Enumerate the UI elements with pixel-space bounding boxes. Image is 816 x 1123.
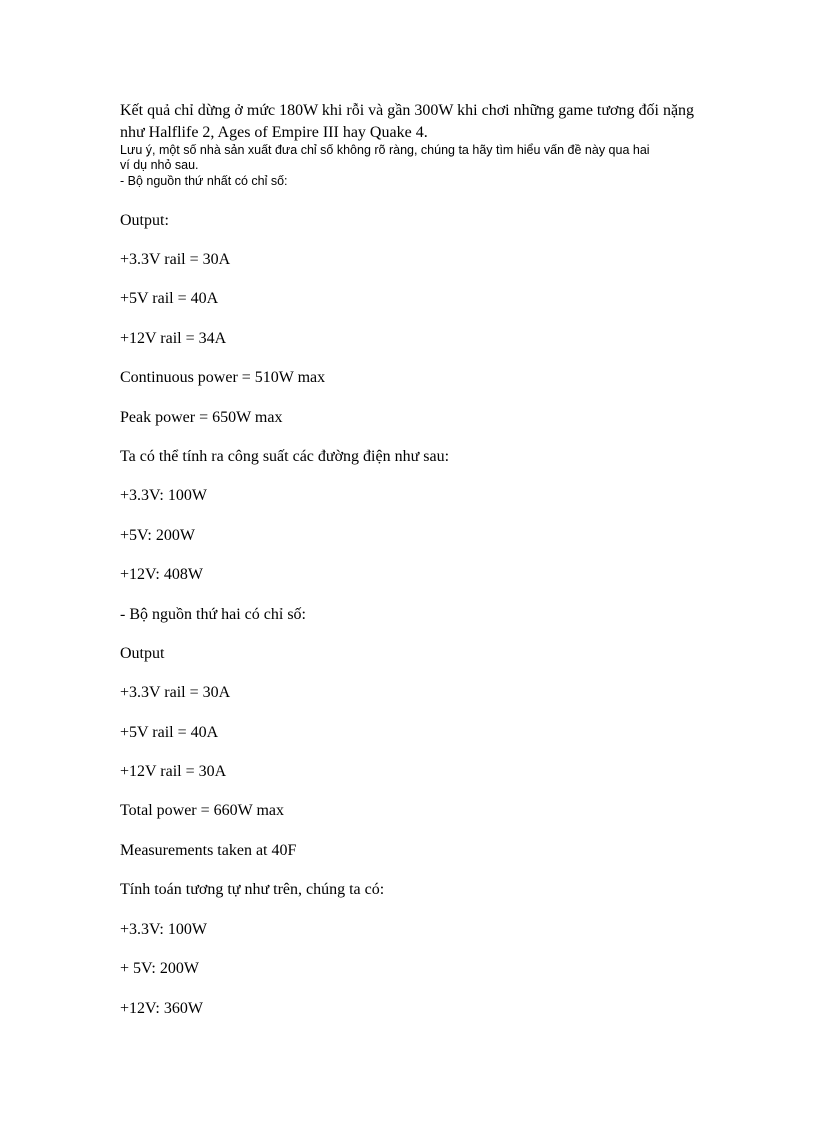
- psu2-rail-3-3v: +3.3V rail = 30A: [120, 684, 231, 701]
- psu1-continuous-power: Continuous power = 510W max: [120, 369, 326, 386]
- psu1-calc-12v: +12V: 408W: [120, 566, 203, 583]
- psu1-calc-intro: Ta có thể tính ra công suất các đường điện như sau:: [120, 448, 450, 465]
- psu2-output-label: Output: [120, 645, 165, 662]
- psu1-rail-5v: +5V rail = 40A: [120, 290, 219, 307]
- psu1-calc-5v: +5V: 200W: [120, 527, 195, 544]
- psu2-measurement-note: Measurements taken at 40F: [120, 842, 297, 859]
- psu1-rail-3-3v: +3.3V rail = 30A: [120, 251, 231, 268]
- psu1-rail-12v: +12V rail = 34A: [120, 330, 227, 347]
- psu2-rail-12v: +12V rail = 30A: [120, 763, 227, 780]
- intro-line-2: như Halflife 2, Ages of Empire III hay Quake 4.: [120, 124, 428, 141]
- psu1-heading: - Bộ nguồn thứ nhất có chỉ số:: [120, 174, 288, 188]
- psu2-calc-3-3v: +3.3V: 100W: [120, 921, 207, 938]
- psu2-rail-5v: +5V rail = 40A: [120, 724, 219, 741]
- intro-line-1: Kết quả chỉ dừng ở mức 180W khi rỗi và gần 300W khi chơi những game tương đối nặng: [120, 102, 695, 119]
- psu1-peak-power: Peak power = 650W max: [120, 409, 283, 426]
- note-line-2: ví dụ nhỏ sau.: [120, 158, 199, 172]
- psu2-calc-intro: Tính toán tương tự như trên, chúng ta có:: [120, 881, 385, 898]
- psu2-heading: - Bộ nguồn thứ hai có chỉ số:: [120, 606, 306, 623]
- psu2-total-power: Total power = 660W max: [120, 802, 285, 819]
- psu2-calc-12v: +12V: 360W: [120, 1000, 203, 1017]
- psu1-calc-3-3v: +3.3V: 100W: [120, 487, 207, 504]
- note-line-1: Lưu ý, một số nhà sản xuất đưa chỉ số không rõ ràng, chúng ta hãy tìm hiểu vấn đề này qua hai: [120, 143, 650, 157]
- psu2-calc-5v: + 5V: 200W: [120, 960, 199, 977]
- psu1-output-label: Output:: [120, 212, 169, 229]
